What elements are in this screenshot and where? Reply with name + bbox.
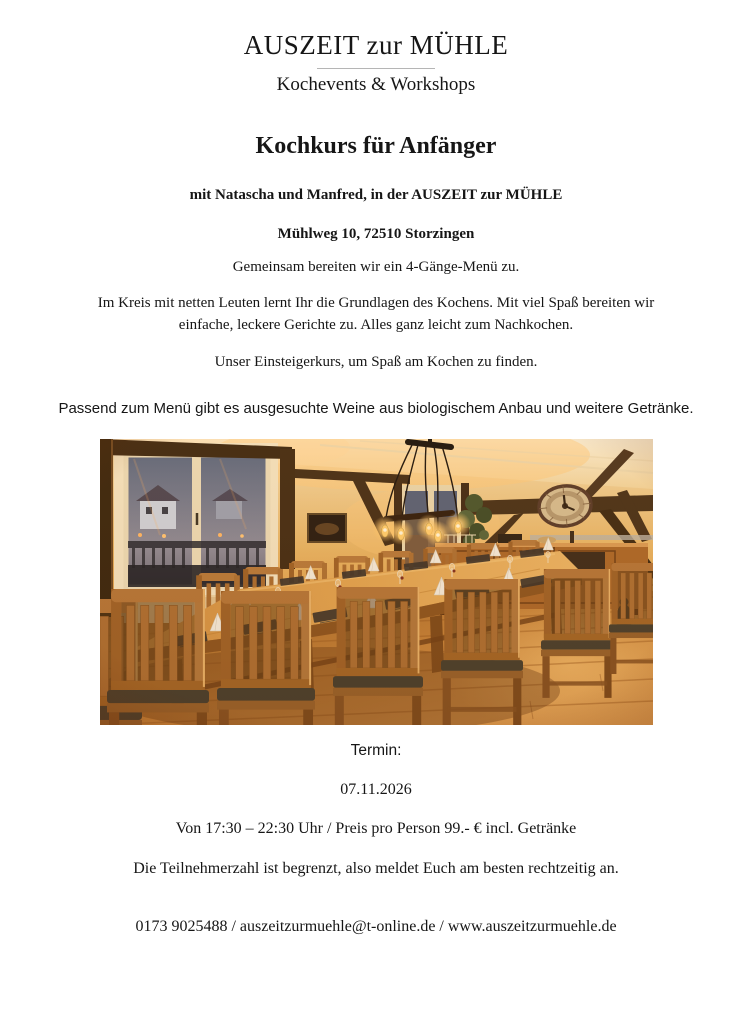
- drinks-line: Passend zum Menü gibt es ausgesuchte Weine aus biologischem Anbau und weitere Getränke.: [58, 399, 694, 417]
- dining-room-photo: [100, 439, 653, 725]
- capacity-note: Die Teilnehmerzahl ist begrenzt, also meldet Euch am besten rechtzeitig an.: [133, 859, 619, 877]
- termin-label: Termin:: [350, 741, 402, 759]
- brand-divider: [317, 68, 435, 69]
- event-title: Kochkurs für Anfänger: [255, 132, 497, 159]
- event-date: 07.11.2026: [340, 780, 412, 798]
- brand-subtitle: Kochevents & Workshops: [276, 74, 476, 96]
- intro-paragraph-3: Unser Einsteigerkurs, um Spaß am Kochen zu finden.: [214, 353, 538, 370]
- time-price-line: Von 17:30 – 22:30 Uhr / Preis pro Person 99.- € incl. Getränke: [175, 819, 577, 837]
- intro-paragraph-1: Gemeinsam bereiten wir ein 4-Gänge-Menü zu.: [232, 258, 520, 275]
- brand-title: AUSZEIT zur MÜHLE: [243, 30, 509, 60]
- intro-paragraph-2: Im Kreis mit netten Leuten lernt Ihr die Grundlagen des Kochens. Mit viel Spaß bereiten wir einfache, leckere Gerichte zu. Alles ganz leicht zum Nachkochen.: [97, 294, 655, 334]
- host-line: mit Natascha und Manfred, in der AUSZEIT zur MÜHLE: [189, 186, 563, 203]
- address-line: Mühlweg 10, 72510 Storzingen: [277, 225, 475, 242]
- contact-line: 0173 9025488 / auszeitzurmuehle@t-online.de / www.auszeitzurmuehle.de: [135, 917, 617, 935]
